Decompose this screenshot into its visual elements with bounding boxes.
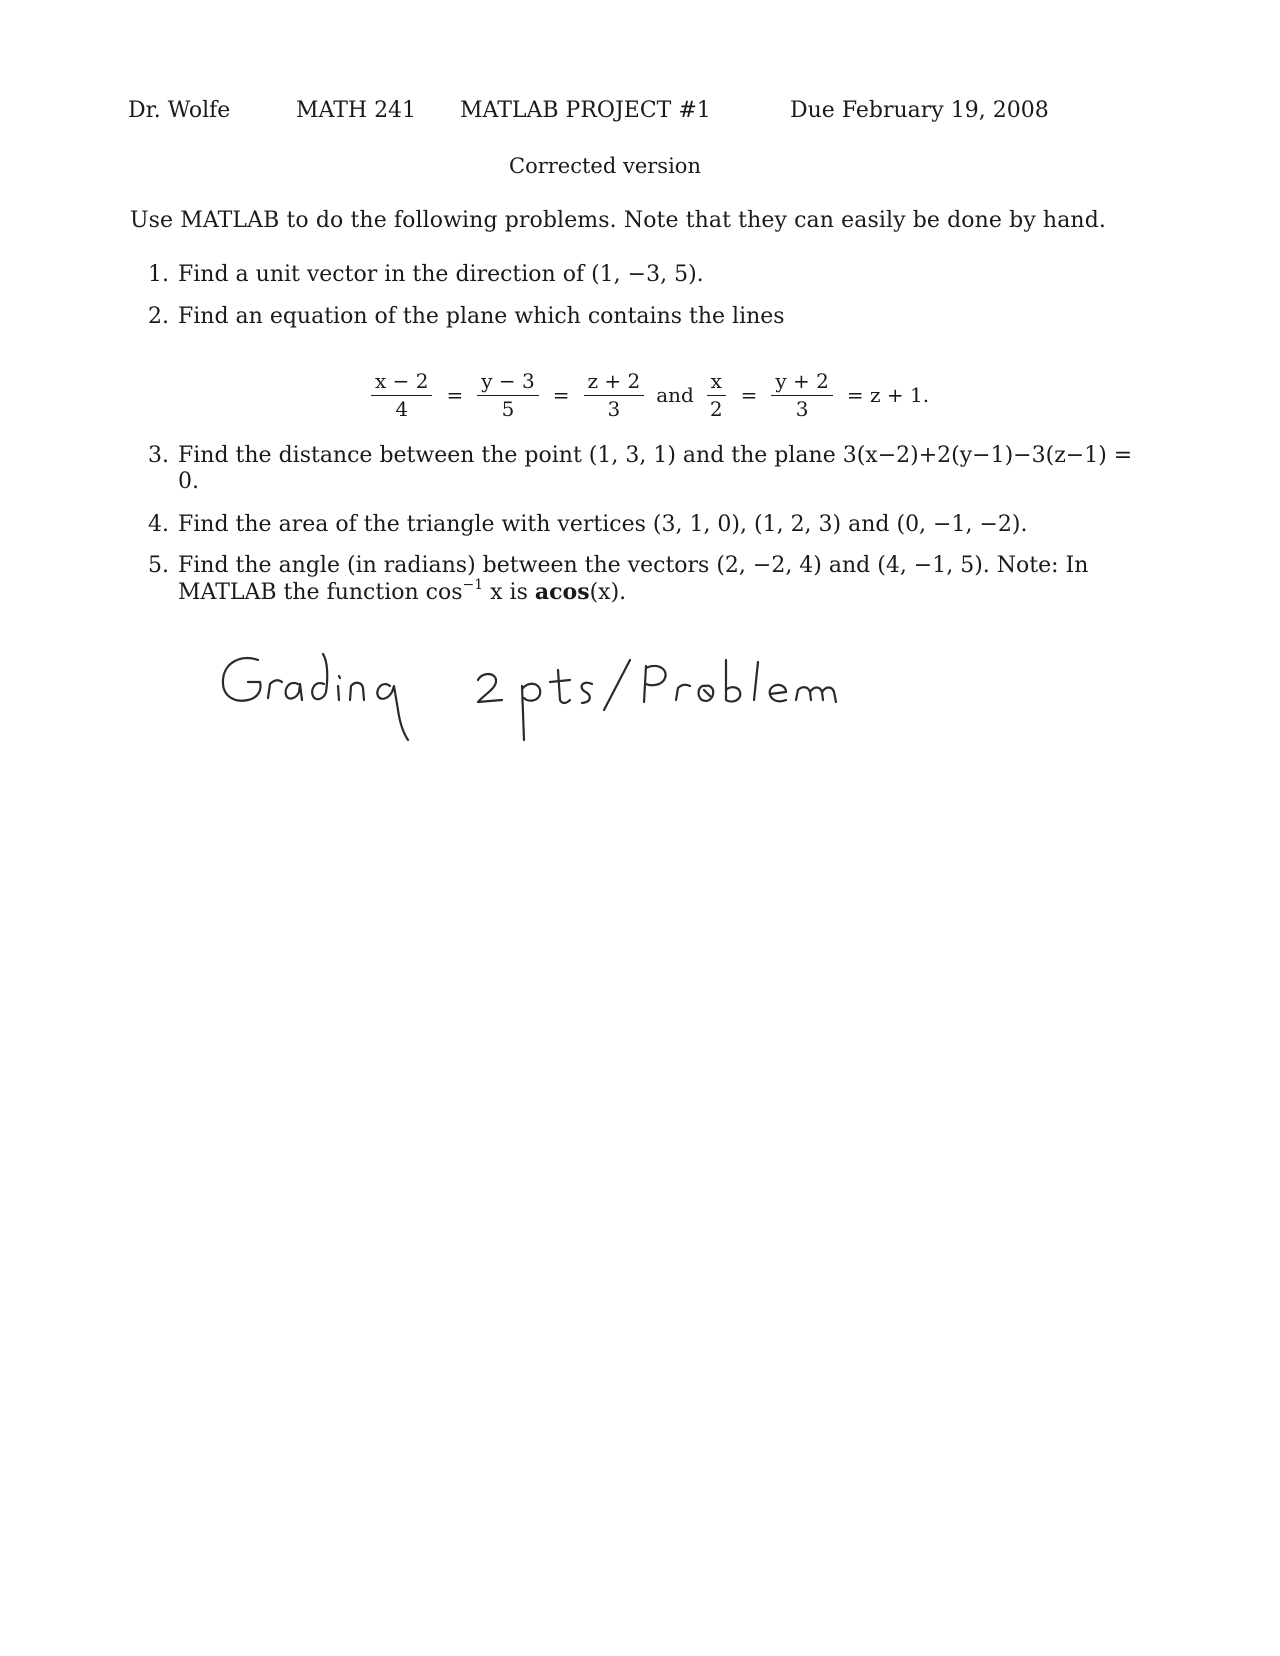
due-date: Due February 19, 2008 [790, 98, 1049, 123]
problem-text: Find the distance between the point (1, 3, 1) and the plane 3(x−2)+2(y−1)−3(z−1) = [178, 443, 1133, 468]
inverse-superscript: −1 [462, 577, 484, 593]
fraction-4 [706, 368, 727, 421]
problem-text-continuation [178, 579, 626, 605]
fraction-denominator: 3 [795, 396, 809, 421]
handwritten-grading-note [220, 648, 900, 743]
function-name: acos [534, 579, 590, 605]
project-title: MATLAB PROJECT #1 [460, 98, 711, 123]
problem-number: 4. [148, 512, 169, 537]
fraction-denominator: 3 [607, 396, 621, 421]
problem-text: Find a unit vector in the direction of (1, −3, 5). [178, 262, 704, 287]
problem-4 [148, 512, 1027, 537]
equation-tail: = z + 1. [846, 383, 930, 407]
line-equations [365, 360, 937, 430]
equals-sign: = [552, 383, 570, 407]
fraction-numerator: x − 2 [371, 371, 432, 396]
course-code: MATH 241 [296, 98, 417, 123]
fraction-numerator: x [707, 371, 726, 396]
fraction-5 [771, 368, 833, 421]
fraction-1 [371, 368, 432, 421]
instructions: Use MATLAB to do the following problems. Note that they can easily be done by hand. [130, 208, 1106, 233]
problem-2 [148, 304, 785, 329]
problem-text: Find an equation of the plane which contains the lines [178, 304, 785, 329]
instructor-name: Dr. Wolfe [128, 98, 231, 123]
fraction-denominator: 5 [501, 396, 515, 421]
continuation-text: (x). [589, 580, 627, 605]
problem-number: 2. [148, 304, 169, 329]
fraction-denominator: 4 [395, 396, 409, 421]
problem-number: 5. [148, 553, 169, 578]
continuation-text: x is [483, 580, 535, 605]
equals-sign: = [446, 383, 464, 407]
fraction-numerator: y + 2 [771, 371, 833, 396]
problem-1 [148, 262, 704, 287]
fraction-denominator: 2 [709, 396, 723, 421]
continuation-text: MATLAB the function cos [178, 580, 463, 605]
problem-5 [148, 553, 1089, 605]
fraction-numerator: z + 2 [584, 371, 645, 396]
problem-text-continuation: 0. [178, 469, 199, 494]
and-word: and [656, 383, 694, 407]
fraction-2 [477, 368, 539, 421]
problem-number: 3. [148, 443, 169, 468]
problem-text: Find the area of the triangle with vertices (3, 1, 0), (1, 2, 3) and (0, −1, −2). [178, 512, 1028, 537]
problem-3 [148, 443, 1133, 494]
problem-text: Find the angle (in radians) between the vectors (2, −2, 4) and (4, −1, 5). Note: In [178, 553, 1089, 578]
fraction-3 [584, 368, 645, 421]
version-subtitle: Corrected version [509, 154, 701, 178]
problem-number: 1. [148, 262, 169, 287]
equals-sign: = [740, 383, 758, 407]
fraction-numerator: y − 3 [477, 371, 539, 396]
